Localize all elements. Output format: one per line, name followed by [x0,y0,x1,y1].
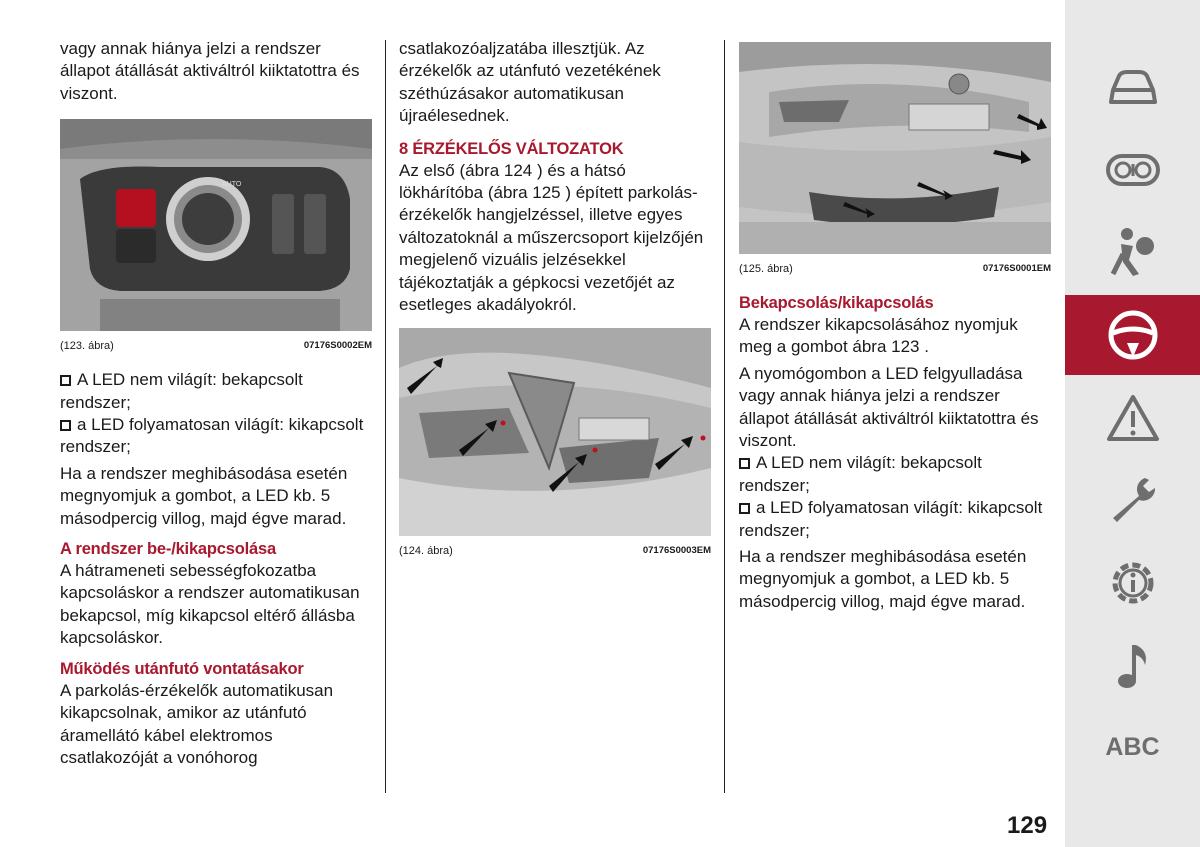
chapter-sidebar [1065,0,1200,847]
heading-variants: 8 ÉRZÉKELŐS VÁLTOZATOK [399,139,624,158]
caption-label: (123. ábra) [60,340,114,353]
steering-wheel-icon [1105,307,1161,363]
dashboard-icon [1105,150,1161,190]
music-note-icon [1105,637,1161,693]
fault-text: Ha a rendszer meghibásodása esetén megnyomjuk a gombot, a LED kb. 5 másodpercig villog, majd égve marad. [739,547,1027,611]
caption-label: (125. ábra) [739,263,793,275]
column-1 [60,38,372,769]
checkbox-square-icon [739,458,750,469]
warning-triangle-icon [1105,393,1161,443]
column-divider [385,40,386,793]
sidebar-item-index[interactable] [1065,707,1200,787]
light-switch-panel-illustration [60,119,372,331]
sidebar-item-technical[interactable] [1065,543,1200,623]
figure-123 [60,119,372,331]
sidebar-item-safety[interactable] [1065,212,1200,292]
info-gear-icon [1105,555,1161,611]
figure-123-caption [60,339,372,353]
continued-text: csatlakozóaljzatába illesztjük. Az érzékelők az utánfutó vezetékének széthúzásakor automatikusan újraélesednek. [399,39,661,126]
heading-onoff: Bekapcsolás/kikapcsolás [739,294,934,312]
variants-text: Az első (ábra 124 ) és a hátsó lökhárítóba (ábra 125 ) épített parkolás-érzékelők hangjelzéssel, illetve egyes változatoknál a műszercsoport kijelzőjén megjelenő vizuális jelzésekkel tájékoztatják a gépkocsi vezetőjét az esetleges akadályokról. [399,160,704,315]
activation-text: A hátrameneti sebességfokozatba kapcsoláskor a rendszer automatikusan bekapcsol, míg kikapcsol eltérő állásba kapcsoláskor. [60,561,360,648]
figure-124 [399,328,711,536]
heading-activation: A rendszer be-/kikapcsolása [60,540,276,559]
caption-label: (124. ábra) [399,545,453,558]
intro-text: vagy annak hiánya jelzi a rendszer állapot átállását aktiváltról kiiktatottra és viszont. [60,39,360,103]
column-divider [724,40,725,793]
airbag-icon [1105,224,1161,280]
heading-trailer: Működés utánfutó vontatásakor [60,659,304,678]
sidebar-item-dashboard[interactable] [1065,130,1200,210]
bullet-led-off: A LED nem világít: bekapcsolt rendszer; [739,453,982,495]
figure-124-caption [399,544,711,558]
column-2 [399,38,711,558]
bullet-led-on: a LED folyamatosan világít: kikapcsolt rendszer; [739,498,1043,540]
trailer-text: A parkolás-érzékelők automatikusan kikapcsolnak, amikor az utánfutó áramellátó kábel elektromos csatlakozóját a vonóhorog [60,680,334,767]
sidebar-item-multimedia[interactable] [1065,625,1200,705]
sidebar-item-driving[interactable] [1065,295,1200,375]
sidebar-item-car[interactable] [1065,48,1200,128]
checkbox-square-icon [739,503,750,514]
onoff-text: A rendszer kikapcsolásához nyomjuk meg a gombot ábra 123 . [739,315,1018,357]
figure-125 [739,42,1051,254]
auto-label: AUTO [222,181,242,189]
checkbox-square-icon [60,375,71,386]
rear-bumper-sensors-illustration [739,42,1051,254]
car-icon [1105,68,1161,108]
sidebar-item-warnings[interactable] [1065,378,1200,458]
sidebar-item-maintenance[interactable] [1065,460,1200,540]
page-number: 129 [1007,812,1048,839]
column-3 [739,38,1051,613]
caption-code: 07176S0003EM [642,545,711,557]
caption-code: 07176S0001EM [982,263,1051,274]
bullet-led-off: A LED nem világít: bekapcsolt rendszer; [60,370,303,412]
abc-label: ABC [1105,732,1160,761]
front-bumper-sensors-illustration [399,328,711,536]
bullet-led-on: a LED folyamatosan világít: kikapcsolt rendszer; [60,415,364,457]
wrench-icon [1105,472,1161,528]
led-text: A nyomógombon a LED felgyulladása vagy annak hiánya jelzi a rendszer állapot átállását aktiváltról kiiktatottra és viszont. [739,363,1039,451]
caption-code: 07176S0002EM [303,340,372,352]
checkbox-square-icon [60,420,71,431]
fault-text: Ha a rendszer meghibásodása esetén megnyomjuk a gombot, a LED kb. 5 másodpercig villog, majd égve marad. [60,463,348,528]
figure-125-caption [739,262,1051,276]
